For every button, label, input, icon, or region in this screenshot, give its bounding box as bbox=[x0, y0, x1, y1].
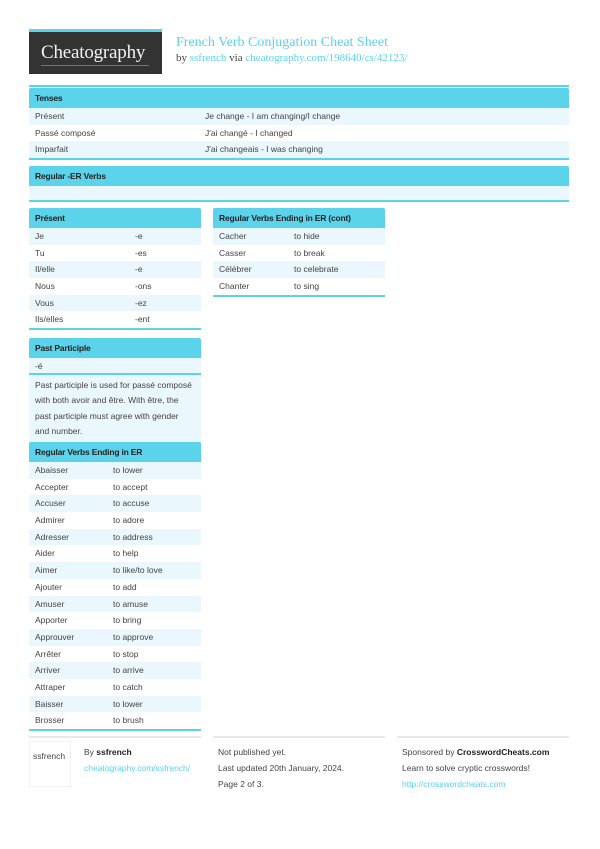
verb-french: Aimer bbox=[35, 565, 58, 576]
present-rows bbox=[29, 228, 201, 328]
verb-english: to accuse bbox=[113, 498, 150, 509]
verbs-er-cont-rows bbox=[213, 228, 385, 295]
verb-french: Cacher bbox=[219, 231, 247, 241]
verb-english: to catch bbox=[113, 681, 143, 692]
table-row bbox=[29, 612, 201, 629]
table-row bbox=[29, 646, 201, 663]
table-row bbox=[29, 125, 569, 142]
header-divider bbox=[29, 85, 569, 87]
table-row bbox=[29, 596, 201, 613]
verb-english: to stop bbox=[113, 648, 139, 659]
tenses-section bbox=[29, 88, 569, 160]
table-row bbox=[213, 278, 385, 295]
table-row bbox=[29, 662, 201, 679]
verb-english: to celebrate bbox=[294, 264, 339, 275]
verb-english: to adore bbox=[113, 515, 145, 526]
verb-english: to add bbox=[113, 581, 137, 592]
past-participle-section bbox=[29, 338, 201, 446]
verb-french: Attraper bbox=[35, 681, 66, 692]
verb-french: Arrêter bbox=[35, 648, 61, 659]
section-title: Regular Verbs Ending in ER bbox=[29, 442, 201, 462]
table-row bbox=[29, 462, 201, 479]
verb-english: to help bbox=[113, 548, 139, 559]
ending: -ent bbox=[135, 314, 150, 325]
footer-sponsor bbox=[397, 736, 569, 792]
table-row bbox=[29, 311, 201, 328]
verb-french: Adresser bbox=[35, 531, 70, 542]
verb-english: to lower bbox=[113, 465, 143, 475]
table-row bbox=[29, 679, 201, 696]
table-row bbox=[29, 108, 569, 125]
pronoun: Nous bbox=[35, 281, 55, 292]
verb-french: Célébrer bbox=[219, 264, 252, 275]
ending-row: -é bbox=[29, 358, 201, 375]
verb-french: Baisser bbox=[35, 698, 64, 709]
byline bbox=[176, 52, 407, 64]
section-title: Tenses bbox=[29, 88, 569, 108]
page-title: French Verb Conjugation Cheat Sheet bbox=[176, 35, 389, 50]
table-row bbox=[29, 712, 201, 729]
last-updated: Last updated 20th January, 2024. bbox=[218, 763, 345, 773]
empty-row bbox=[29, 186, 569, 200]
by-label: By bbox=[84, 747, 94, 757]
table-row bbox=[29, 141, 569, 158]
section-title: Past Participle bbox=[29, 338, 201, 358]
table-row bbox=[29, 579, 201, 596]
author-link[interactable]: ssfrench bbox=[189, 52, 227, 64]
by-prefix: by bbox=[176, 52, 187, 64]
table-row bbox=[29, 245, 201, 262]
sponsor-name: CrosswordCheats.com bbox=[456, 747, 550, 757]
past-participle-description: Past participle is used for passé composé with both avoir and être. With être, the past participle must agree with gender and number. bbox=[29, 375, 201, 446]
verb-english: to break bbox=[294, 247, 325, 258]
verb-english: to approve bbox=[113, 631, 154, 642]
pronoun: Ils/elles bbox=[35, 314, 64, 325]
table-row bbox=[29, 545, 201, 562]
present-section bbox=[29, 208, 201, 330]
verb-english: to amuse bbox=[113, 598, 148, 609]
verb-french: Brosser bbox=[35, 715, 65, 726]
sponsor-tagline: Learn to solve cryptic crosswords! bbox=[402, 763, 531, 773]
via-label: via bbox=[229, 52, 243, 64]
logo-underline bbox=[41, 65, 149, 66]
table-row bbox=[29, 495, 201, 512]
verbs-er-rows bbox=[29, 462, 201, 729]
tense-example: J'ai changé - I changed bbox=[205, 127, 293, 138]
tenses-rows bbox=[29, 108, 569, 158]
tense-name: Passé composé bbox=[35, 127, 96, 138]
pronoun: Vous bbox=[35, 297, 54, 308]
table-row bbox=[213, 261, 385, 278]
verbs-er-section bbox=[29, 442, 201, 731]
verb-english: to brush bbox=[113, 715, 144, 726]
section-title: Présent bbox=[29, 208, 201, 228]
table-row bbox=[29, 629, 201, 646]
tense-name: Présent bbox=[35, 111, 65, 121]
pronoun: Il/elle bbox=[35, 264, 55, 275]
table-row bbox=[29, 228, 201, 245]
verb-french: Ajouter bbox=[35, 581, 62, 592]
table-row bbox=[29, 479, 201, 496]
table-row bbox=[213, 245, 385, 262]
verb-french: Chanter bbox=[219, 281, 250, 292]
table-row bbox=[29, 512, 201, 529]
publish-status: Not published yet. bbox=[218, 747, 287, 757]
sponsor-prefix: Sponsored by bbox=[402, 747, 455, 757]
verb-french: Accepter bbox=[35, 481, 69, 492]
author-name: ssfrench bbox=[96, 747, 132, 757]
cheatography-logo[interactable] bbox=[29, 29, 162, 74]
verb-french: Admirer bbox=[35, 515, 65, 526]
verb-french: Arriver bbox=[35, 665, 61, 676]
verb-french: Approuver bbox=[35, 631, 75, 642]
ending: -ez bbox=[135, 297, 147, 308]
verbs-er-cont-section bbox=[213, 208, 385, 297]
avatar[interactable]: ssfrench bbox=[29, 741, 71, 787]
sheet-url-link[interactable]: cheatography.com/198640/cs/42123/ bbox=[245, 52, 408, 64]
table-row bbox=[29, 278, 201, 295]
page-header bbox=[29, 29, 569, 74]
ending: -ons bbox=[135, 281, 152, 292]
ending: -e bbox=[135, 231, 143, 241]
verb-english: to hide bbox=[294, 231, 320, 241]
author-info bbox=[84, 744, 190, 776]
verb-english: to address bbox=[113, 531, 153, 542]
verb-english: to sing bbox=[294, 281, 320, 292]
author-url-link[interactable]: cheatography.com/ssfrench/ bbox=[84, 763, 191, 773]
tense-example: Je change - I am changing/I change bbox=[205, 111, 341, 121]
ending: -e bbox=[135, 264, 143, 275]
footer-meta bbox=[213, 736, 385, 792]
logo-text: Cheatography bbox=[41, 42, 146, 63]
verb-french: Amuser bbox=[35, 598, 65, 609]
verb-english: to bring bbox=[113, 615, 142, 626]
table-row bbox=[29, 696, 201, 713]
section-title: Regular Verbs Ending in ER (cont) bbox=[213, 208, 385, 228]
table-row bbox=[29, 562, 201, 579]
verb-french: Accuser bbox=[35, 498, 66, 509]
table-row bbox=[29, 529, 201, 546]
sponsor-line bbox=[402, 744, 569, 760]
table-row bbox=[213, 228, 385, 245]
tense-name: Imparfait bbox=[35, 144, 69, 155]
verb-french: Aider bbox=[35, 548, 55, 559]
verb-french: Casser bbox=[219, 247, 246, 258]
table-row bbox=[29, 295, 201, 312]
page-number: Page 2 of 3. bbox=[218, 779, 264, 789]
verb-english: to arrive bbox=[113, 665, 144, 676]
sponsor-url-link[interactable]: http://crosswordcheats.com bbox=[402, 779, 506, 789]
verb-french: Abaisser bbox=[35, 465, 69, 475]
tense-example: J'ai changeais - I was changing bbox=[205, 144, 323, 155]
verb-english: to accept bbox=[113, 481, 148, 492]
table-row bbox=[29, 261, 201, 278]
regular-er-section bbox=[29, 166, 569, 202]
verb-english: to like/to love bbox=[113, 565, 163, 576]
verb-french: Apporter bbox=[35, 615, 68, 626]
verb-english: to lower bbox=[113, 698, 143, 709]
pronoun: Je bbox=[35, 231, 44, 241]
ending: -es bbox=[135, 247, 147, 258]
section-title: Regular -ER Verbs bbox=[29, 166, 569, 186]
pronoun: Tu bbox=[35, 247, 45, 258]
author-line bbox=[84, 744, 190, 760]
